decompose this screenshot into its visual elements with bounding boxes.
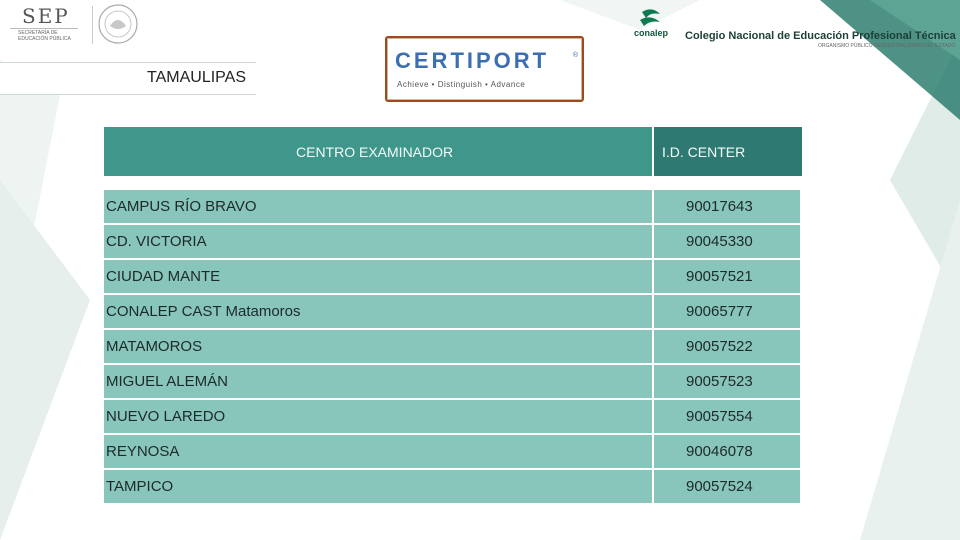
center-id: 90057554 [686, 408, 753, 425]
table-row [104, 365, 802, 400]
colegio-subtitle: ORGANISMO PÚBLICO DESCENTRALIZADO DEL ESTADO [818, 43, 956, 49]
table-row [104, 225, 802, 260]
sep-subtitle: SECRETARÍA DE EDUCACIÓN PÚBLICA [18, 30, 71, 42]
id-cell [654, 435, 800, 468]
center-id: 90057523 [686, 373, 753, 390]
center-name: REYNOSA [106, 443, 180, 460]
table-row [104, 295, 802, 330]
center-cell [104, 190, 652, 223]
id-cell [654, 470, 800, 503]
header-id-cell [654, 127, 802, 176]
certiport-wordmark: CERTIPORT [395, 48, 550, 73]
id-cell [654, 225, 800, 258]
sep-divider-line [10, 28, 78, 29]
registered-mark: ® [572, 52, 578, 59]
table-header-row [104, 127, 802, 176]
id-cell [654, 190, 800, 223]
center-cell [104, 260, 652, 293]
center-name: MATAMOROS [106, 338, 203, 355]
center-id: 90045330 [686, 233, 753, 250]
center-id: 90017643 [686, 198, 753, 215]
center-cell [104, 400, 652, 433]
center-name: TAMPICO [106, 478, 174, 495]
center-id: 90057524 [686, 478, 753, 495]
state-label-box [0, 62, 256, 95]
center-name: MIGUEL ALEMÁN [106, 373, 228, 390]
id-cell [654, 365, 800, 398]
table-row [104, 190, 802, 225]
center-name: NUEVO LAREDO [106, 408, 226, 425]
table-row [104, 330, 802, 365]
colegio-title: Colegio Nacional de Educación Profesional Técnica [685, 30, 956, 42]
center-id: 90065777 [686, 303, 753, 320]
header-center-cell [104, 127, 652, 176]
id-cell [654, 400, 800, 433]
center-id: 90046078 [686, 443, 753, 460]
center-cell [104, 470, 652, 503]
header-id-label: I.D. CENTER [662, 144, 746, 160]
table-body [104, 190, 802, 505]
header-divider [92, 6, 93, 44]
center-name: CAMPUS RÍO BRAVO [106, 198, 257, 215]
id-cell [654, 260, 800, 293]
conalep-wordmark: conalep [634, 28, 669, 38]
state-label: TAMAULIPAS [147, 69, 246, 86]
table-row [104, 470, 802, 505]
center-cell [104, 330, 652, 363]
table-row [104, 400, 802, 435]
center-cell [104, 225, 652, 258]
national-seal-icon [96, 2, 140, 46]
certiport-tagline: Achieve • Distinguish • Advance [397, 80, 526, 89]
center-id: 90057521 [686, 268, 753, 285]
center-id: 90057522 [686, 338, 753, 355]
sep-wordmark: SEP [22, 4, 70, 28]
exam-centers-table [104, 127, 802, 505]
header-center-label: CENTRO EXAMINADOR [296, 144, 454, 160]
certiport-logo [385, 36, 584, 102]
id-cell [654, 295, 800, 328]
id-cell [654, 330, 800, 363]
center-name: CD. VICTORIA [106, 233, 207, 250]
center-cell [104, 295, 652, 328]
center-name: CONALEP CAST Matamoros [106, 303, 301, 320]
table-row [104, 435, 802, 470]
center-name: CIUDAD MANTE [106, 268, 221, 285]
center-cell [104, 435, 652, 468]
table-row [104, 260, 802, 295]
center-cell [104, 365, 652, 398]
